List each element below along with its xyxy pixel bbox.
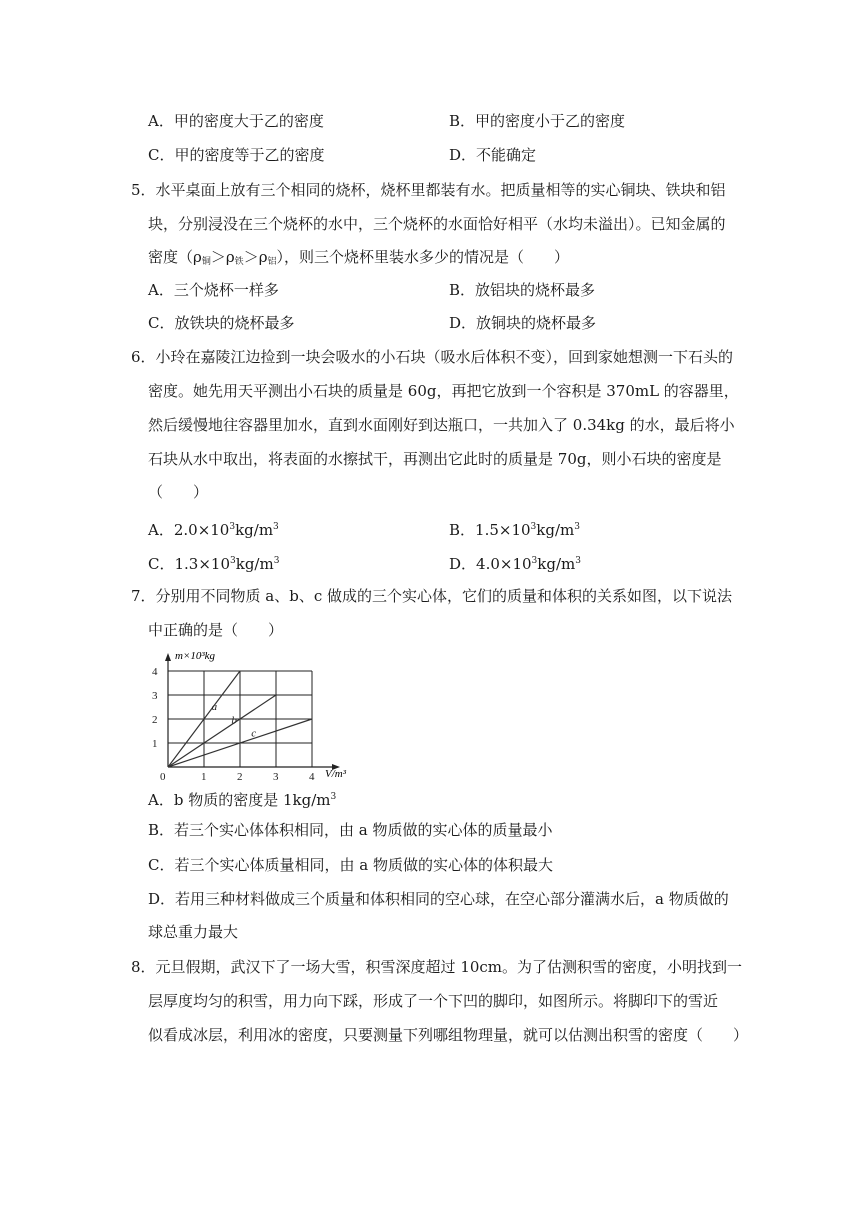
series-label-a: a	[211, 701, 218, 714]
q6-a-unit: kg/m	[235, 521, 274, 539]
q4-option-b: B．甲的密度小于乙的密度	[449, 112, 626, 130]
q6-option-a	[148, 517, 279, 540]
mass-volume-graph	[144, 642, 364, 780]
q7-a-text: A．b 物质的密度是 1kg/m	[148, 791, 331, 809]
q7-a-exp: 3	[330, 792, 337, 802]
q5-gt-1: ＞ρ	[210, 248, 235, 266]
y-tick-label: 2	[152, 714, 158, 726]
series-label-b: b	[231, 714, 237, 727]
q7-option-a	[148, 787, 336, 810]
q5-density-open: 密度（ρ	[148, 248, 202, 266]
q6-stem-line4: 石块从水中取出，将表面的水擦拭干，再测出它此时的质量是 70g，则小石块的密度是	[148, 450, 722, 468]
q6-b-unit: kg/m	[536, 521, 575, 539]
q7-option-c: C．若三个实心体质量相同，由 a 物质做的实心体的体积最大	[148, 856, 553, 874]
q6-option-d	[449, 551, 581, 574]
y-tick-label: 1	[152, 738, 158, 750]
q5-stem-end: ），则三个烧杯里装水多少的情况是（ ）	[276, 248, 570, 266]
q6-c-unit: kg/m	[235, 555, 274, 573]
q6-a-exp: 3	[229, 522, 236, 532]
x-tick-label: 2	[237, 771, 243, 780]
q6-b-unit-exp: 3	[574, 522, 580, 532]
x-tick-label: 3	[273, 771, 279, 780]
q6-c-exp: 3	[230, 556, 236, 566]
q6-d-unit-exp: 3	[575, 556, 581, 566]
q6-b-exp: 3	[530, 522, 537, 532]
q6-b-value: B．1.5×10	[449, 521, 531, 539]
y-tick-label: 3	[152, 690, 158, 702]
q4-option-d: D．不能确定	[449, 146, 537, 164]
q8-stem-line3: 似看成冰层，利用冰的密度，只要测量下列哪组物理量，就可以估测出积雪的密度（ ）	[148, 1026, 749, 1044]
q7-stem-line1: 7．分别用不同物质 a、b、c 做成的三个实心体，它们的质量和体积的关系如图，以下说法	[131, 587, 733, 605]
q6-stem-line1: 6．小玲在嘉陵江边捡到一块会吸水的小石块（吸水后体积不变），回到家她想测一下石头的	[131, 348, 734, 366]
q6-stem-line5: （ ）	[148, 483, 209, 501]
x-tick-label: 0	[160, 771, 166, 780]
series-label-c: c	[251, 727, 257, 740]
q7-stem-line2: 中正确的是（ ）	[148, 621, 284, 639]
q4-option-c: C．甲的密度等于乙的密度	[148, 146, 325, 164]
x-axis-label: V/m³	[325, 768, 347, 780]
q5-option-c: C．放铁块的烧杯最多	[148, 314, 295, 332]
q6-a-unit-exp: 3	[273, 522, 279, 532]
q6-c-unit-exp: 3	[273, 556, 280, 566]
q5-sub-aluminum: 铝	[267, 257, 277, 267]
q5-option-d: D．放铜块的烧杯最多	[449, 314, 597, 332]
q6-d-exp: 3	[531, 556, 538, 566]
q6-a-value: A．2.0×10	[148, 521, 230, 539]
q6-c-value: C．1.3×10	[148, 555, 230, 573]
q5-stem-line2: 块，分别浸没在三个烧杯的水中，三个烧杯的水面恰好相平（水均未溢出）。已知金属的	[148, 215, 726, 233]
q5-sub-copper: 铜	[201, 257, 211, 267]
y-axis-arrow	[165, 653, 171, 661]
q5-option-b: B．放铝块的烧杯最多	[449, 281, 596, 299]
q7-option-d-line2: 球总重力最大	[148, 923, 239, 941]
series-line-b	[168, 695, 276, 767]
y-tick-label: 4	[152, 666, 158, 678]
q6-d-unit: kg/m	[537, 555, 576, 573]
q5-sub-iron: 铁	[234, 257, 244, 267]
x-tick-label: 1	[201, 771, 207, 780]
x-tick-label: 4	[309, 771, 315, 780]
q5-gt-2: ＞ρ	[243, 248, 268, 266]
y-axis-label: m×10³kg	[175, 650, 216, 662]
q8-stem-line1: 8．元旦假期，武汉下了一场大雪，积雪深度超过 10cm。为了估测积雪的密度，小明找到一	[131, 958, 743, 976]
q5-stem-line3	[148, 247, 569, 272]
q7-option-d-line1: D．若用三种材料做成三个质量和体积相同的空心球，在空心部分灌满水后，a 物质做的	[148, 890, 729, 908]
q6-stem-line2: 密度。她先用天平测出小石块的质量是 60g，再把它放到一个容积是 370mL 的容器里，	[148, 382, 739, 400]
q8-stem-line2: 层厚度均匀的积雪，用力向下踩，形成了一个下凹的脚印，如图所示。将脚印下的雪近	[148, 992, 719, 1010]
q5-stem-line1: 5．水平桌面上放有三个相同的烧杯，烧杯里都装有水。把质量相等的实心铜块、铁块和铝	[131, 181, 726, 199]
q4-option-a: A．甲的密度大于乙的密度	[148, 112, 324, 130]
q5-option-a: A．三个烧杯一样多	[148, 281, 279, 299]
q6-d-value: D．4.0×10	[449, 555, 532, 573]
q6-option-b	[449, 517, 580, 540]
q6-stem-line3: 然后缓慢地往容器里加水，直到水面刚好到达瓶口，一共加入了 0.34kg 的水，最后将小	[148, 416, 735, 434]
q6-option-c	[148, 551, 279, 574]
q7-option-b: B．若三个实心体体积相同，由 a 物质做的实心体的质量最小	[148, 821, 553, 839]
